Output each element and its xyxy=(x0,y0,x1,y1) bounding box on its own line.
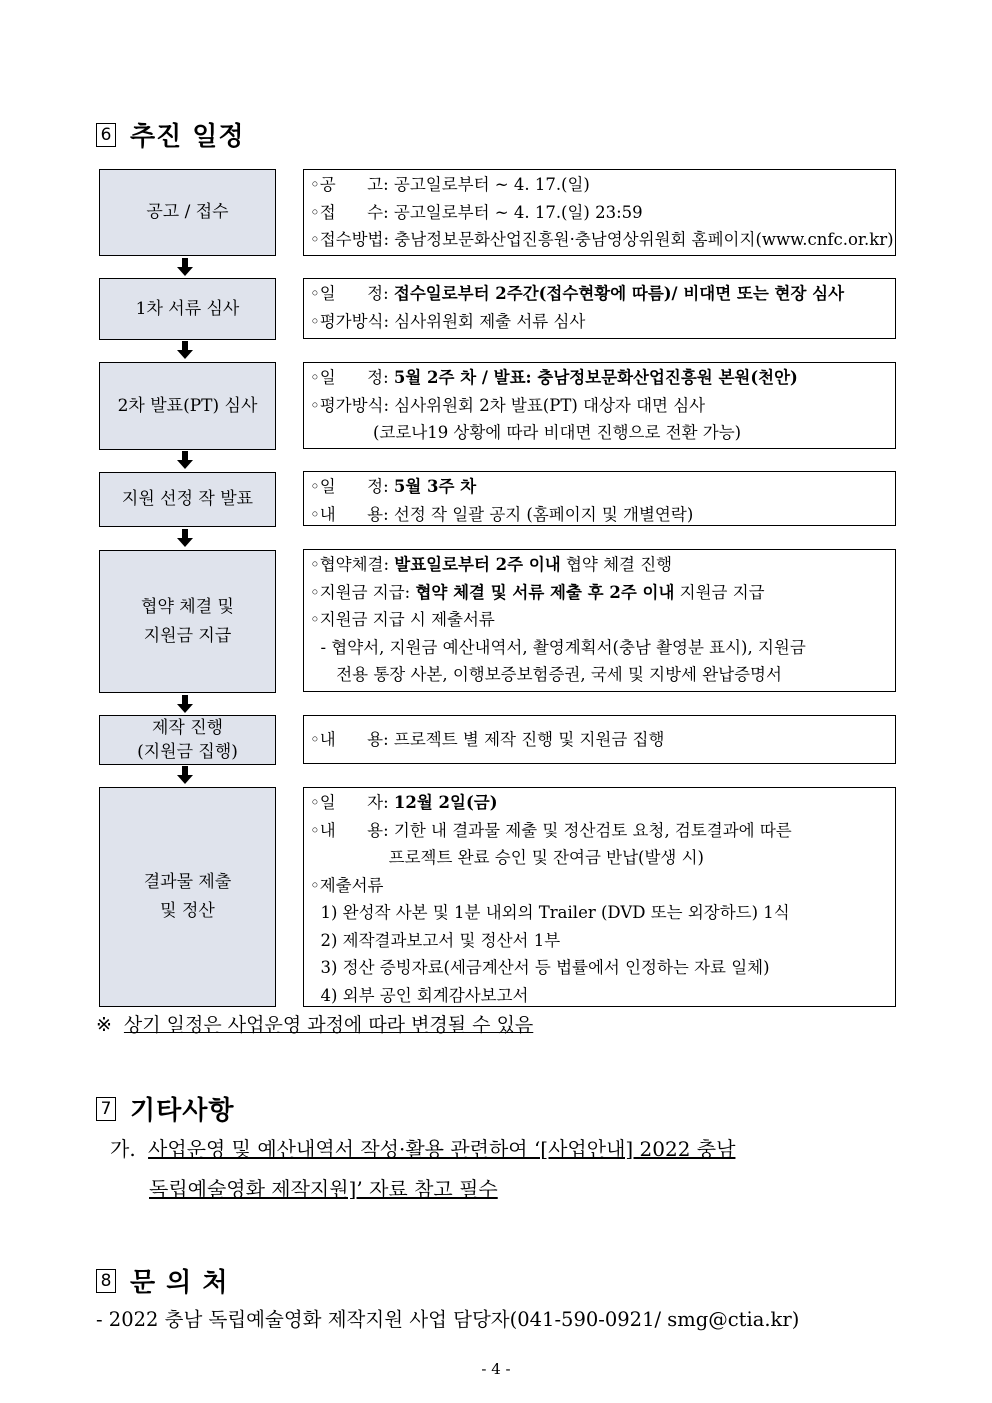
detail-lines xyxy=(310,726,664,754)
detail-line xyxy=(310,817,889,845)
arrow-down-icon xyxy=(176,766,194,784)
detail-text: ◦일 정: xyxy=(310,477,394,496)
detail-text-bold: 12월 2일(금) xyxy=(393,793,498,812)
detail-lines xyxy=(310,364,889,447)
step-label: 2차 발표(PT) 심사 xyxy=(117,395,258,416)
detail-text: ◦평가방식: 심사위원회 2차 발표(PT) 대상자 대면 심사 xyxy=(310,395,706,415)
detail-line xyxy=(310,364,889,392)
step-detail-selection-announcement xyxy=(303,471,896,526)
section-8-heading xyxy=(96,1262,228,1299)
detail-line xyxy=(310,226,894,254)
detail-lines xyxy=(310,551,889,689)
etc-prefix: 가. xyxy=(110,1137,136,1161)
step-label-line: 제작 진행 xyxy=(151,718,224,738)
detail-text: ◦일 정: xyxy=(310,284,394,303)
step-detail-agreement-payment xyxy=(303,549,896,692)
detail-line xyxy=(310,171,889,199)
etc-item xyxy=(110,1130,735,1168)
step-announcement xyxy=(99,169,276,256)
detail-text: ◦협약체결: xyxy=(310,555,395,574)
detail-text: 협약 체결 진행 xyxy=(560,555,673,574)
detail-text: ◦내 용: 프로젝트 별 제작 진행 및 지원금 집행 xyxy=(310,730,665,750)
detail-text: 2) 제작결과보고서 및 정산서 1부 xyxy=(310,930,561,950)
step-label: 지원 선정 작 발표 xyxy=(121,489,254,509)
detail-line xyxy=(310,419,889,447)
detail-lines xyxy=(310,473,889,528)
page-number: - 4 - xyxy=(481,1360,511,1378)
step-selection-announcement xyxy=(99,472,276,527)
detail-text: ◦공 고: 공고일로부터 ~ 4. 17.(일) xyxy=(310,175,590,194)
section-number: 7 xyxy=(96,1097,116,1121)
detail-line xyxy=(310,954,889,982)
section-7-heading xyxy=(96,1090,234,1127)
detail-text: ◦일 정: xyxy=(310,368,394,387)
detail-lines xyxy=(310,280,889,335)
section-number: 8 xyxy=(96,1269,116,1293)
etc-item-continued xyxy=(149,1170,498,1208)
detail-line xyxy=(310,308,889,336)
etc-line-2: 독립예술영화 제작지원]’ 자료 참고 필수 xyxy=(149,1177,498,1201)
step-detail-document-review xyxy=(303,278,896,339)
detail-text-bold: 접수일로부터 2주간(접수현황에 따름)/ 비대면 또는 현장 심사 xyxy=(393,284,845,303)
detail-text: 지원금 지급 xyxy=(674,582,765,602)
step-label: 1차 서류 심사 xyxy=(135,298,240,319)
detail-text: 1) 완성작 사본 및 1분 내외의 Trailer (DVD 또는 외장하드) 1식 xyxy=(310,903,790,922)
arrow-down-icon xyxy=(176,529,194,547)
arrow-down-icon xyxy=(176,451,194,469)
detail-text: ◦일 자: xyxy=(310,793,394,812)
step-detail-presentation-review xyxy=(303,362,896,449)
step-detail-production xyxy=(303,715,896,764)
detail-line xyxy=(310,634,889,662)
step-label-line: 협약 체결 및 xyxy=(141,596,234,617)
detail-text: 전용 통장 사본, 이행보증보험증권, 국세 및 지방세 완납증명서 xyxy=(310,665,782,684)
step-label-line: 지원금 지급 xyxy=(143,625,232,646)
detail-line xyxy=(310,606,889,634)
section-title: 문 의 처 xyxy=(130,1268,229,1298)
detail-line xyxy=(310,199,889,227)
detail-line xyxy=(310,392,889,420)
step-label-line: 및 정산 xyxy=(160,901,215,921)
detail-text: ◦평가방식: 심사위원회 제출 서류 심사 xyxy=(310,311,586,331)
section-number: 6 xyxy=(96,123,116,147)
step-detail-result-settlement xyxy=(303,787,896,1007)
step-document-review xyxy=(99,278,276,340)
detail-text: (코로나19 상황에 따라 비대면 진행으로 전환 가능) xyxy=(310,423,742,442)
detail-text-bold: 협약 체결 및 서류 제출 후 2주 이내 xyxy=(415,582,675,602)
detail-line xyxy=(310,501,889,529)
detail-line xyxy=(310,726,664,754)
note-mark: ※ xyxy=(96,1014,112,1036)
detail-text: ◦제출서류 xyxy=(310,875,384,895)
detail-line xyxy=(310,551,889,579)
detail-text: ◦내 용: 선정 작 일괄 공지 (홈페이지 및 개별연락) xyxy=(310,504,694,524)
detail-line xyxy=(310,789,889,817)
arrow-down-icon xyxy=(176,695,194,713)
step-production xyxy=(99,715,276,765)
arrow-down-icon xyxy=(176,341,194,359)
detail-line xyxy=(310,982,889,1010)
detail-line xyxy=(310,661,889,689)
detail-line xyxy=(310,872,889,900)
detail-text: 4) 외부 공인 회계감사보고서 xyxy=(310,985,529,1005)
detail-lines xyxy=(310,171,894,254)
step-label: 공고 / 접수 xyxy=(146,202,229,222)
detail-line xyxy=(310,579,889,607)
detail-line xyxy=(310,927,889,955)
detail-text: 프로젝트 완료 승인 및 잔여금 반납(발생 시) xyxy=(310,848,704,867)
arrow-down-icon xyxy=(176,258,194,276)
detail-line xyxy=(310,844,889,872)
step-label-line: 결과물 제출 xyxy=(143,872,232,892)
etc-line-1: 사업운영 및 예산내역서 작성·활용 관련하여 ‘[사업안내] 2022 충남 xyxy=(148,1137,736,1161)
note-text: 상기 일정은 사업운영 과정에 따라 변경될 수 있음 xyxy=(123,1014,534,1036)
step-detail-announcement xyxy=(303,169,896,256)
step-agreement-payment xyxy=(99,550,276,693)
detail-text: 3) 정산 증빙자료(세금계산서 등 법률에서 인정하는 자료 일체) xyxy=(310,958,770,977)
detail-text: ◦접수방법: 충남정보문화산업진흥원·충남영상위원회 홈페이지(www.cnfc.or.kr) xyxy=(310,230,894,249)
detail-text-bold: 발표일로부터 2주 이내 xyxy=(394,555,561,574)
detail-text-bold: 5월 3주 차 xyxy=(393,477,477,496)
detail-line xyxy=(310,899,889,927)
step-result-settlement xyxy=(99,787,276,1007)
detail-text: ◦지원금 지급: xyxy=(310,582,416,602)
section-6-heading xyxy=(96,116,245,153)
section-title: 추진 일정 xyxy=(130,122,245,152)
detail-text: ◦지원금 지급 시 제출서류 xyxy=(310,610,495,629)
detail-line xyxy=(310,473,889,501)
detail-text: - 협약서, 지원금 예산내역서, 촬영계획서(충남 촬영분 표시), 지원금 xyxy=(310,637,806,657)
section-title: 기타사항 xyxy=(130,1096,235,1126)
step-label-line: (지원금 집행) xyxy=(137,742,238,762)
step-presentation-review xyxy=(99,362,276,450)
contact-info: - 2022 충남 독립예술영화 제작지원 사업 담당자(041-590-0921/ smg@ctia.kr) xyxy=(96,1308,800,1331)
detail-line xyxy=(310,280,889,308)
schedule-note xyxy=(96,1010,533,1037)
detail-lines xyxy=(310,789,889,1009)
detail-text: ◦접 수: 공고일로부터 ~ 4. 17.(일) 23:59 xyxy=(310,202,643,222)
detail-text-bold: 5월 2주 차 / 발표: 충남정보문화산업진흥원 본원(천안) xyxy=(393,368,798,387)
detail-text: ◦내 용: 기한 내 결과물 제출 및 정산검토 요청, 검토결과에 따른 xyxy=(310,820,792,840)
